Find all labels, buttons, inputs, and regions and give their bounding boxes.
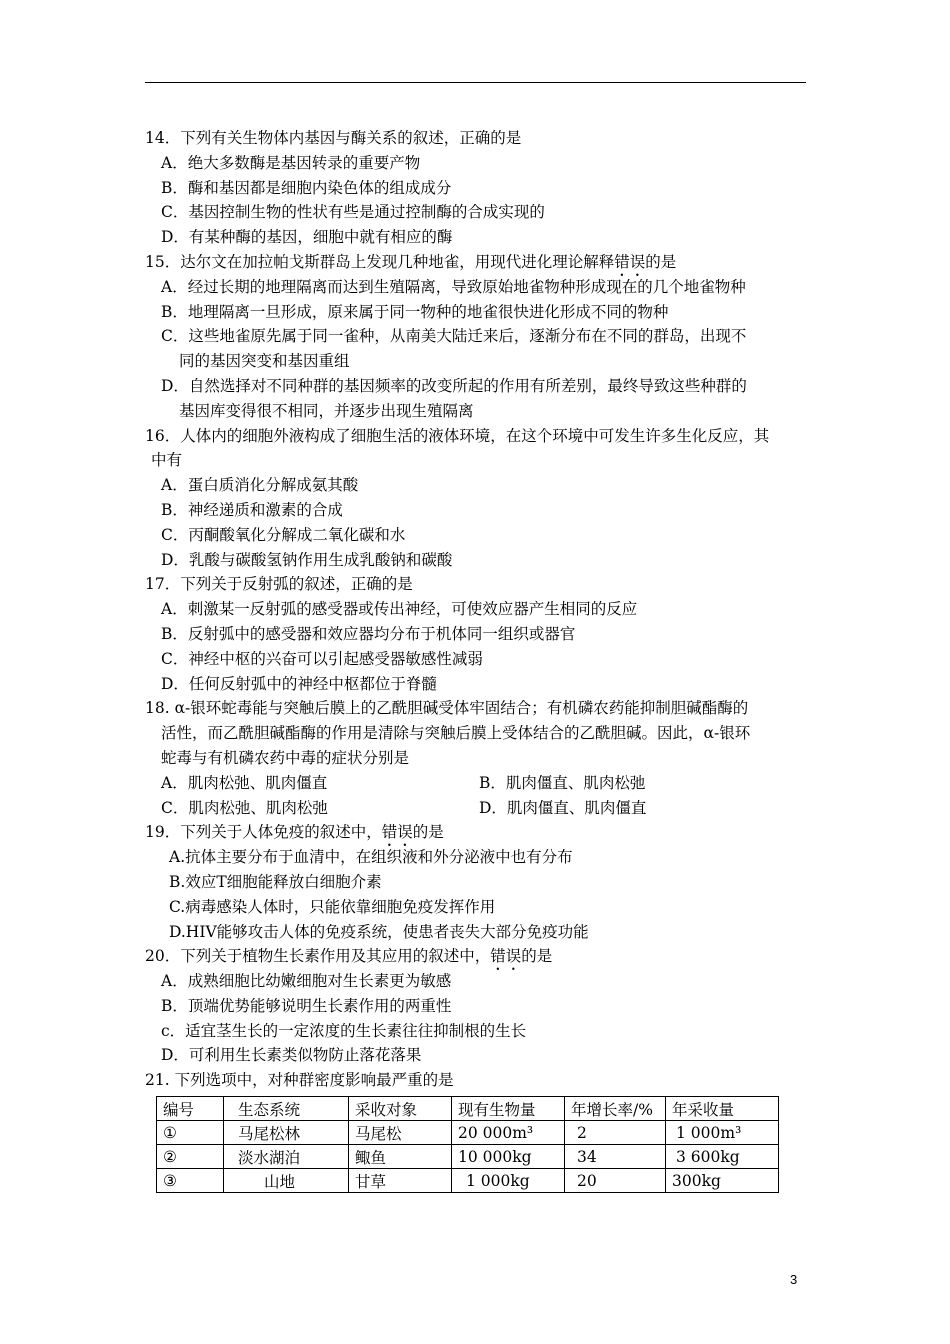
q14-option-d: D．有某种酶的基因，细胞中就有相应的酶	[161, 228, 453, 247]
q18-option-b: B．肌肉僵直、肌肉松弛	[479, 773, 646, 792]
table-cell: 鲰鱼	[349, 1145, 452, 1169]
q19-stem-before: 19．下列关于人体免疫的叙述中，	[145, 823, 382, 842]
q16-option-a: A．蛋白质消化分解成氨其酸	[161, 476, 359, 495]
q19-stem-emphasis: 错误	[381, 823, 413, 842]
table-cell: 3 600kg	[666, 1145, 779, 1169]
q21-stem: 21. 下列选项中，对种群密度影响最严重的是	[145, 1071, 454, 1090]
q16-stem: 16．人体内的细胞外液构成了细胞生活的液体环境，在这个环境中可发生许多生化反应，其	[145, 426, 770, 445]
q15-stem-emphasis: 错误	[614, 252, 646, 271]
q18-options-row-1	[145, 771, 810, 796]
table-cell: 300kg	[666, 1169, 779, 1193]
table-cell: ③	[157, 1169, 224, 1193]
q15-option-d: D．自然选择对不同种群的基因频率的改变所起的作用有所差别，最终导致这些种群的	[161, 376, 747, 395]
q17-option-c: C．神经中枢的兴奋可以引起感受器敏感性减弱	[161, 649, 483, 668]
q18-option-c: C．肌肉松弛、肌肉松弛	[161, 798, 328, 817]
table-row	[157, 1169, 779, 1193]
q19-stem	[145, 820, 810, 845]
q14-stem: 14．下列有关生物体内基因与酶关系的叙述，正确的是	[145, 129, 522, 147]
q17-stem: 17．下列关于反射弧的叙述，正确的是	[145, 575, 413, 594]
table-cell: 甘草	[349, 1169, 452, 1193]
q18-option-a: A．肌肉松弛、肌肉僵直	[161, 773, 328, 792]
q19-option-d: D.HIV能够攻击人体的免疫系统，使患者丧失大部分免疫功能	[169, 922, 589, 941]
q16-stem-continued: 中有	[151, 451, 183, 470]
table-cell: 34	[565, 1145, 666, 1169]
q14-option-c: C．基因控制生物的性状有些是通过控制酶的合成实现的	[161, 203, 545, 222]
q14-option-b: B．酶和基因都是细胞内染色体的组成成分	[161, 178, 452, 197]
table-row	[157, 1121, 779, 1145]
table-cell: 1 000kg	[452, 1169, 565, 1193]
question-page	[145, 126, 810, 1093]
header-rule	[145, 82, 806, 83]
q17-option-a: A．刺激某一反射弧的感受器或传出神经，可使效应器产生相同的反应	[161, 600, 638, 619]
table-cell: 山地	[224, 1169, 349, 1193]
table-header-cell: 编号	[157, 1097, 224, 1121]
q18-stem-line-1: 18. α-银环蛇毒能与突触后膜上的乙酰胆碱受体牢固结合；有机磷农药能抑制胆碱酯酶的	[145, 699, 749, 718]
q15-stem-after: 的是	[645, 252, 677, 271]
q17-option-b: B．反射弧中的感受器和效应器均分布于机体同一组织或器官	[161, 624, 576, 643]
table-cell: ①	[157, 1121, 224, 1145]
table-header-cell: 年采收量	[666, 1097, 779, 1121]
table-cell: 10 000kg	[452, 1145, 565, 1169]
table-cell: 马尾松	[349, 1121, 452, 1145]
table-cell: 马尾松林	[224, 1121, 349, 1145]
q21-data-table	[156, 1096, 779, 1193]
q18-option-d: D．肌肉僵直、肌肉僵直	[479, 798, 647, 817]
q14-option-a: A．绝大多数酶是基因转录的重要产物	[161, 153, 421, 172]
q20-option-b: B．顶端优势能够说明生长素作用的两重性	[161, 996, 452, 1015]
page-number: 3	[790, 1272, 798, 1287]
q20-option-a: A．成熟细胞比幼嫩细胞对生长素更为敏感	[161, 972, 452, 991]
q17-option-d: D．任何反射弧中的神经中枢都位于脊髓	[161, 674, 437, 693]
table-header-cell: 现有生物量	[452, 1097, 565, 1121]
table-cell: 淡水湖泊	[224, 1145, 349, 1169]
q16-option-b: B．神经递质和激素的合成	[161, 500, 343, 519]
q16-option-c: C．丙酮酸氧化分解成二氧化碳和水	[161, 525, 406, 544]
q15-option-b: B．地理隔离一旦形成，原来属于同一物种的地雀很快进化形成不同的物种	[161, 302, 669, 321]
table-cell: ②	[157, 1145, 224, 1169]
q15-option-c-continued: 同的基因突变和基因重组	[179, 352, 350, 371]
q15-stem	[145, 250, 810, 275]
q20-stem-after: 的是	[521, 947, 553, 966]
q19-option-b: B.效应T细胞能释放白细胞介素	[169, 872, 382, 891]
q20-option-d: D．可利用生长素类似物防止落花落果	[161, 1046, 422, 1065]
q15-option-c: C．这些地雀原先属于同一雀种，从南美大陆迁来后，逐渐分布在不同的群岛，出现不	[161, 327, 747, 346]
table-header-cell: 年增长率/%	[565, 1097, 666, 1121]
table-header-cell: 采收对象	[349, 1097, 452, 1121]
q15-option-a: A．经过长期的地理隔离而达到生殖隔离，导致原始地雀物种形成现在的几个地雀物种	[161, 277, 746, 296]
q15-stem-before: 15．达尔文在加拉帕戈斯群岛上发现几种地雀，用现代进化理论解释	[145, 252, 615, 271]
q20-stem	[145, 944, 810, 969]
q19-option-c: C.病毒感染人体时，只能依靠细胞免疫发挥作用	[169, 897, 496, 916]
q19-stem-after: 的是	[412, 823, 444, 842]
q18-stem-line-3: 蛇毒与有机磷农药中毒的症状分别是	[161, 748, 410, 767]
q15-option-d-continued: 基因库变得很不相同，并逐步出现生殖隔离	[179, 401, 474, 420]
q18-options-row-2	[145, 796, 810, 821]
table-header-cell: 生态系统	[224, 1097, 349, 1121]
table-cell: 20 000m³	[452, 1121, 565, 1145]
table-cell: 1 000m³	[666, 1121, 779, 1145]
q20-option-c: c．适宜茎生长的一定浓度的生长素往往抑制根的生长	[161, 1021, 527, 1040]
table-header-row	[157, 1097, 779, 1121]
q18-stem-line-2: 活性，而乙酰胆碱酯酶的作用是清除与突触后膜上受体结合的乙酰胆碱。因此，α-银环	[161, 724, 751, 743]
table-cell: 20	[565, 1169, 666, 1193]
q20-stem-emphasis: 错误	[490, 947, 522, 966]
q20-stem-before: 20．下列关于植物生长素作用及其应用的叙述中，	[145, 947, 491, 966]
table-cell: 2	[565, 1121, 666, 1145]
table-row	[157, 1145, 779, 1169]
q16-option-d: D．乳酸与碳酸氢钠作用生成乳酸钠和碳酸	[161, 550, 453, 569]
q19-option-a: A.抗体主要分布于血清中，在组织液和外分泌液中也有分布	[169, 848, 573, 867]
